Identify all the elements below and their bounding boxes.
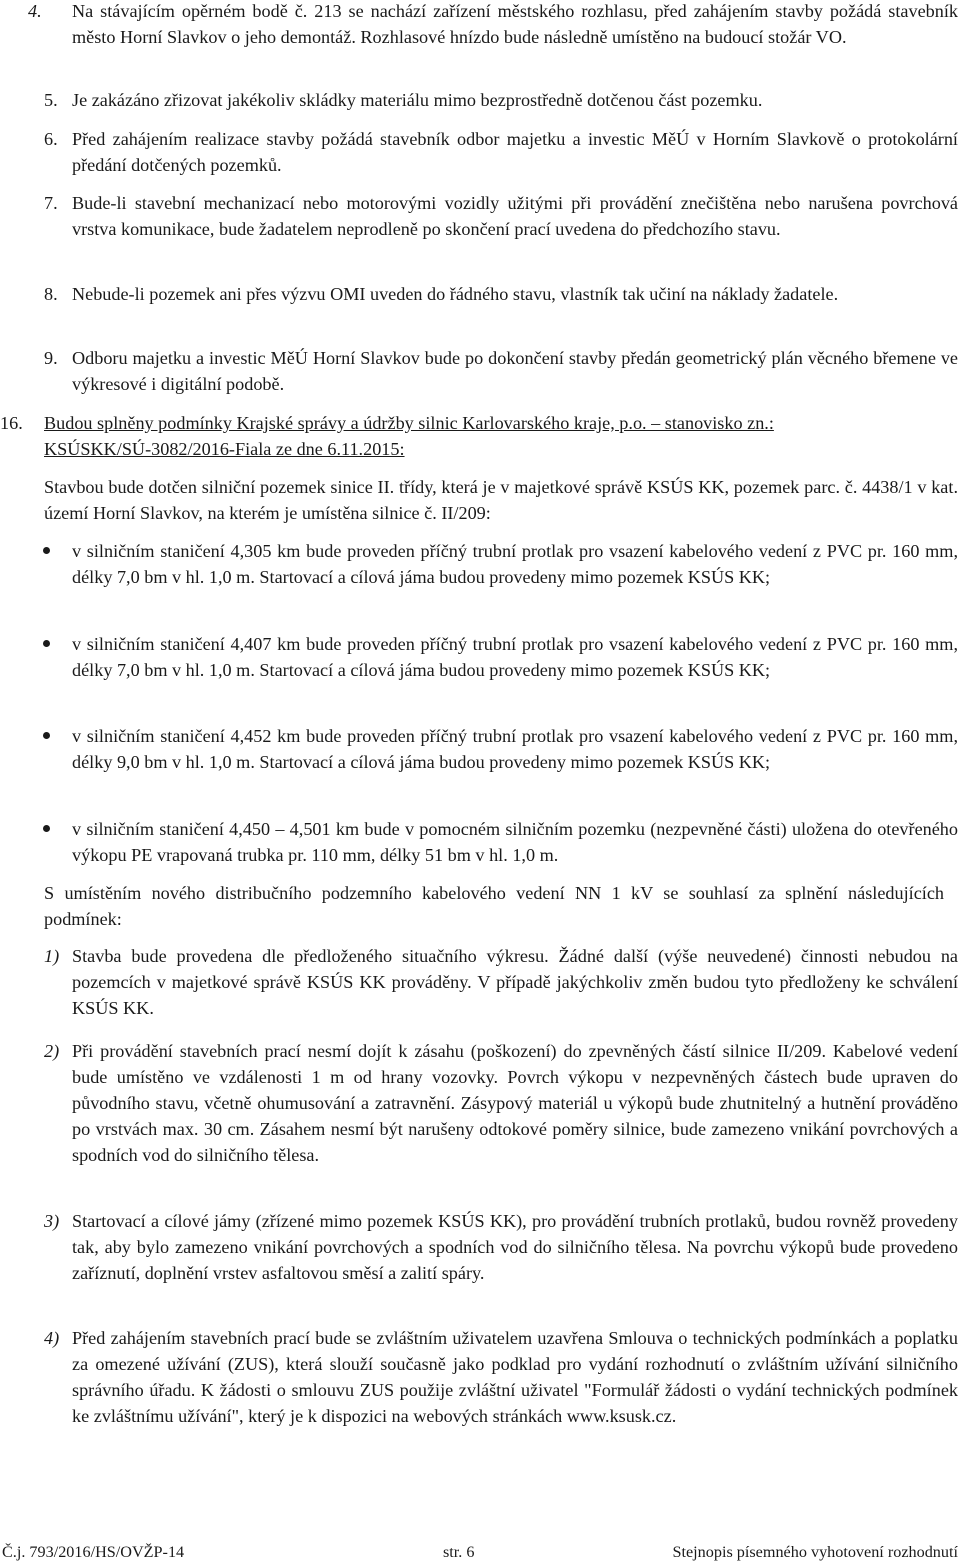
subitem-4 <box>28 0 958 50</box>
conditions-intro: S umístěním nového distribučního podzemního kabelového vedení NN 1 kV se souhlasí za splnění následujících podmínek: <box>44 883 944 929</box>
subitem-number: 9. <box>44 348 58 368</box>
condition-number: 1) <box>44 946 60 966</box>
condition-number: 3) <box>44 1211 60 1231</box>
condition-4 <box>44 1325 958 1429</box>
bullet-item: v silničním staničení 4,305 km bude proveden příčný trubní protlak pro vsazení kabelového vedení z PVC pr. 160 mm, délky 7,0 bm v hl. 1,0 m. Startovací a cílová jáma budou provedeny mimo pozemek KSÚS KK; <box>72 541 958 587</box>
bullet-dot <box>43 547 50 554</box>
subitem-7 <box>44 190 958 242</box>
condition-2 <box>44 1038 958 1168</box>
condition-text: Při provádění stavebních prací nesmí dojít k zásahu (poškození) do zpevněných částí silnice II/209. Kabelové vedení bude umístěno ve vzdálenosti 1 m od hrany vozovky. Povrch výkopu v nezpevněných částech bude upraven do původního stavu, včetně ohumusování a zatravnění. Zásypový materiál u výkopů bude zhutnitelný a hutnění prováděno po vrstvách max. 30 cm. Zásahem nesmí být narušeny odtokové poměry silnice, bude zamezeno vnikání povrchových a spodních vod do silničního tělesa. <box>72 1041 958 1165</box>
condition-1 <box>44 943 958 1021</box>
footer-document-title: Stejnopis písemného vyhotovení rozhodnutí <box>672 1543 958 1561</box>
subitem-text: Na stávajícím opěrném bodě č. 213 se nachází zařízení městského rozhlasu, před zahájením stavby požádá stavebník město Horní Slavkov o jeho demontáž. Rozhlasové hnízdo bude následně umístěno na budoucí stožár VO. <box>72 1 958 47</box>
bullet-dot <box>43 825 50 832</box>
condition-number: 2) <box>44 1041 60 1061</box>
condition-3 <box>44 1208 958 1286</box>
condition-text: Stavba bude provedena dle předloženého situačního výkresu. Žádné další (výše neuvedené) činnosti nebudou na pozemcích v majetkové správě KSÚS KK prováděny. V případě jakýchkoliv změn budou tyto předloženy ke schválení KSÚS KK. <box>72 946 958 1018</box>
section-16-heading <box>0 410 958 462</box>
subitem-8 <box>44 281 958 307</box>
subitem-text: Před zahájením realizace stavby požádá stavebník odbor majetku a investic MěÚ v Horním Slavkově o protokolární předání dotčených pozemků. <box>72 129 958 175</box>
bullet-item: v silničním staničení 4,452 km bude proveden příčný trubní protlak pro vsazení kabelového vedení z PVC pr. 160 mm, délky 9,0 bm v hl. 1,0 m. Startovací a cílová jáma budou provedeny mimo pozemek KSÚS KK; <box>72 726 958 772</box>
bullet-item: v silničním staničení 4,450 – 4,501 km bude v pomocném silničním pozemku (nezpevněné části) uložena do otevřeného výkopu PE vrapovaná trubka pr. 110 mm, délky 51 bm v hl. 1,0 m. <box>72 819 958 865</box>
subitem-9 <box>44 345 958 397</box>
section-heading-text: Budou splněny podmínky Krajské správy a údržby silnic Karlovarského kraje, p.o. – stanovisko zn.: KSÚSKK/SÚ-3082/2016-Fiala ze dne 6.11.2015: <box>44 413 774 459</box>
page-footer <box>0 1540 960 1562</box>
condition-text: Před zahájením stavebních prací bude se zvláštním uživatelem uzavřena Smlouva o technických podmínkách a poplatku za omezené užívání (ZUS), která slouží současně jako podklad pro vydání rozhodnutí o zvláštním užívání silničního správního úřadu. K žádosti o smlouvu ZUS použije zvláštní uživatel "Formulář žádosti o vydání technických podmínek ke zvláštnímu užívání", který je k dispozici na webových stránkách www.ksusk.cz. <box>72 1328 958 1426</box>
bullet-dot <box>43 640 50 647</box>
subitem-6 <box>44 126 958 178</box>
condition-number: 4) <box>44 1328 60 1348</box>
subitem-number: 7. <box>44 193 58 213</box>
subitem-number: 4. <box>28 1 42 21</box>
subitem-text: Odboru majetku a investic MěÚ Horní Slavkov bude po dokončení stavby předán geometrický plán věcného břemene ve výkresové i digitální podobě. <box>72 348 958 394</box>
subitem-number: 5. <box>44 90 58 110</box>
section-16-intro: Stavbou bude dotčen silniční pozemek sinice II. třídy, která je v majetkové správě KSÚS KK, pozemek parc. č. 4438/1 v kat. území Horní Slavkov, na kterém je umístěna silnice č. II/209: <box>44 477 958 523</box>
subitem-5 <box>44 87 958 113</box>
condition-text: Startovací a cílové jámy (zřízené mimo pozemek KSÚS KK), pro provádění trubních protlaků, budou rovněž provedeny tak, aby bylo zamezeno vnikání povrchových a spodních vod do silničního tělesa. Na povrchu výkopů bude provedeno zaříznutí, doplnění vrstev asfaltovou směsí a zalití spáry. <box>72 1211 958 1283</box>
subitem-number: 6. <box>44 129 58 149</box>
subitem-text: Bude-li stavební mechanizací nebo motorovými vozidly užitými při provádění znečištěna nebo narušena povrchová vrstva komunikace, bude žadatelem neprodleně po skončení prací uvedena do předchozího stavu. <box>72 193 958 239</box>
subitem-number: 8. <box>44 284 58 304</box>
footer-reference: Č.j. 793/2016/HS/OVŽP-14 <box>2 1543 185 1561</box>
section-number: 16. <box>0 413 23 433</box>
bullet-dot <box>43 732 50 739</box>
footer-page-number: str. 6 <box>443 1543 475 1561</box>
subitem-text: Je zakázáno zřizovat jakékoliv skládky materiálu mimo bezprostředně dotčenou část pozemku. <box>72 90 763 110</box>
subitem-text: Nebude-li pozemek ani přes výzvu OMI uveden do řádného stavu, vlastník tak učiní na náklady žadatele. <box>72 284 839 304</box>
bullet-item: v silničním staničení 4,407 km bude proveden příčný trubní protlak pro vsazení kabelového vedení z PVC pr. 160 mm, délky 7,0 bm v hl. 1,0 m. Startovací a cílová jáma budou provedeny mimo pozemek KSÚS KK; <box>72 634 958 680</box>
